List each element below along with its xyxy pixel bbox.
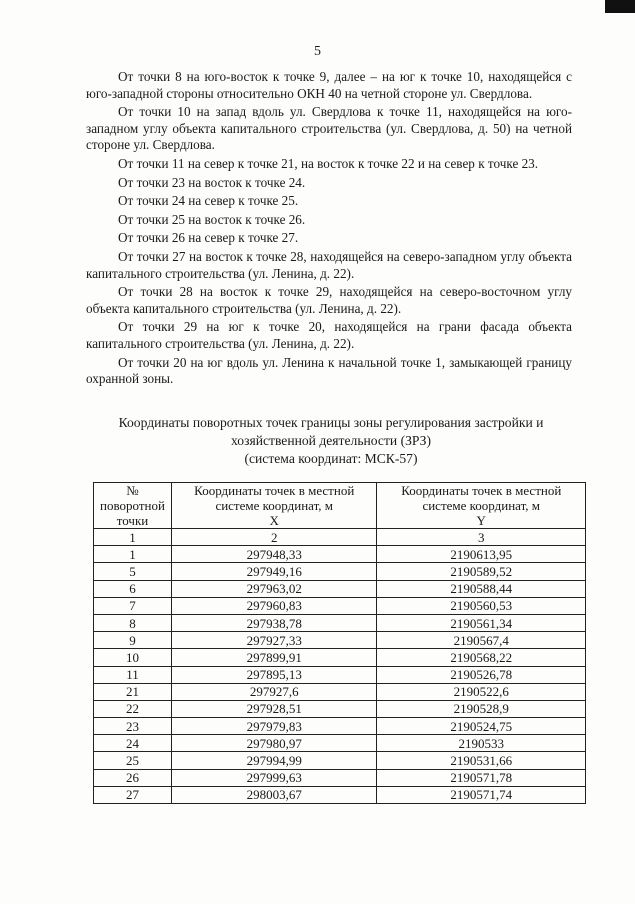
table-body <box>94 546 586 804</box>
paragraph: От точки 28 на восток к точке 29, находящейся на северо-восточном углу объекта капитального строительства (ул. Ленина, д. 22). <box>86 284 572 316</box>
numbering-cell: 1 <box>94 529 172 546</box>
point-number-cell: 21 <box>94 683 172 700</box>
x-coordinate-cell: 297963,02 <box>171 580 377 597</box>
x-coordinate-cell: 297927,33 <box>171 632 377 649</box>
table-header-row <box>94 483 586 529</box>
paragraph: От точки 20 на юг вдоль ул. Ленина к начальной точке 1, замыкающей границу охранной зоны. <box>86 354 572 387</box>
table-row <box>94 718 586 735</box>
numbering-cell: 2 <box>171 529 377 546</box>
point-number-cell: 1 <box>94 546 172 563</box>
body-text <box>86 69 572 390</box>
y-coordinate-cell: 2190568,22 <box>377 649 586 666</box>
numbering-cell: 3 <box>377 529 586 546</box>
table-row <box>94 546 586 563</box>
table-row <box>94 563 586 580</box>
x-coordinate-cell: 297895,13 <box>171 666 377 683</box>
table-row <box>94 614 586 631</box>
x-coordinate-cell: 297994,99 <box>171 752 377 769</box>
table-title-line: (система координат: МСК-57) <box>244 451 418 466</box>
table-title <box>96 414 566 468</box>
y-coordinate-cell: 2190588,44 <box>377 580 586 597</box>
point-number-cell: 9 <box>94 632 172 649</box>
x-coordinate-cell: 297927,6 <box>171 683 377 700</box>
point-number-cell: 7 <box>94 597 172 614</box>
point-number-cell: 8 <box>94 614 172 631</box>
point-number-cell: 23 <box>94 718 172 735</box>
paragraph: От точки 27 на восток к точке 28, находящейся на северо-западном углу объекта капитального строительства (ул. Ленина, д. 22). <box>86 248 572 281</box>
x-coordinate-cell: 298003,67 <box>171 786 377 803</box>
x-coordinate-cell: 297948,33 <box>171 546 377 563</box>
paragraph: От точки 10 на запад вдоль ул. Свердлова к точке 11, находящейся на юго-западном углу объекта капитального строительства (ул. Свердлова, д. 50) на четной стороне ул. Свердлова. <box>86 104 572 153</box>
table-numbering-row <box>94 529 586 546</box>
table-row <box>94 597 586 614</box>
x-coordinate-cell: 297960,83 <box>171 597 377 614</box>
paragraph: От точки 26 на север к точке 27. <box>118 230 299 246</box>
header-point-number: № поворотной точки <box>94 483 172 529</box>
y-coordinate-cell: 2190526,78 <box>377 666 586 683</box>
header-x-coordinate: Координаты точек в местной системе координат, м X <box>171 483 377 529</box>
point-number-cell: 22 <box>94 700 172 717</box>
paragraph: От точки 23 на восток к точке 24. <box>118 174 306 190</box>
y-coordinate-cell: 2190522,6 <box>377 683 586 700</box>
table-title-line: Координаты поворотных точек границы зоны регулирования застройки и <box>118 415 544 430</box>
x-coordinate-cell: 297928,51 <box>171 700 377 717</box>
point-number-cell: 10 <box>94 649 172 666</box>
point-number-cell: 24 <box>94 735 172 752</box>
table-row <box>94 649 586 666</box>
table-row <box>94 735 586 752</box>
y-coordinate-cell: 2190613,95 <box>377 546 586 563</box>
corner-scan-mark <box>605 0 635 13</box>
point-number-cell: 26 <box>94 769 172 786</box>
y-coordinate-cell: 2190589,52 <box>377 563 586 580</box>
paragraph: От точки 11 на север к точке 21, на восток к точке 22 и на север к точке 23. <box>118 155 539 171</box>
x-coordinate-cell: 297899,91 <box>171 649 377 666</box>
table-row <box>94 580 586 597</box>
y-coordinate-cell: 2190567,4 <box>377 632 586 649</box>
header-y-coordinate: Координаты точек в местной системе координат, м Y <box>377 483 586 529</box>
table-row <box>94 786 586 803</box>
table-row <box>94 700 586 717</box>
y-coordinate-cell: 2190561,34 <box>377 614 586 631</box>
x-coordinate-cell: 297999,63 <box>171 769 377 786</box>
y-coordinate-cell: 2190531,66 <box>377 752 586 769</box>
paragraph: От точки 8 на юго-восток к точке 9, далее – на юг к точке 10, находящейся с юго-западной стороны относительно ОКН 40 на четной стороне ул. Свердлова. <box>86 69 572 101</box>
x-coordinate-cell: 297980,97 <box>171 735 377 752</box>
point-number-cell: 25 <box>94 752 172 769</box>
point-number-cell: 6 <box>94 580 172 597</box>
y-coordinate-cell: 2190524,75 <box>377 718 586 735</box>
y-coordinate-cell: 2190571,74 <box>377 786 586 803</box>
page-number: 5 <box>314 44 321 59</box>
table-row <box>94 752 586 769</box>
table-title-line: хозяйственной деятельности (ЗРЗ) <box>231 433 431 448</box>
paragraph: От точки 29 на юг к точке 20, находящейся на грани фасада объекта капитального строительства (ул. Ленина, д. 22). <box>86 319 572 351</box>
paragraph: От точки 25 на восток к точке 26. <box>118 211 306 227</box>
x-coordinate-cell: 297938,78 <box>171 614 377 631</box>
point-number-cell: 27 <box>94 786 172 803</box>
table-row <box>94 632 586 649</box>
table-row <box>94 683 586 700</box>
table-row <box>94 769 586 786</box>
y-coordinate-cell: 2190533 <box>377 735 586 752</box>
point-number-cell: 11 <box>94 666 172 683</box>
coordinates-table <box>93 482 586 804</box>
y-coordinate-cell: 2190528,9 <box>377 700 586 717</box>
x-coordinate-cell: 297979,83 <box>171 718 377 735</box>
x-coordinate-cell: 297949,16 <box>171 563 377 580</box>
y-coordinate-cell: 2190560,53 <box>377 597 586 614</box>
point-number-cell: 5 <box>94 563 172 580</box>
paragraph: От точки 24 на север к точке 25. <box>118 193 299 209</box>
y-coordinate-cell: 2190571,78 <box>377 769 586 786</box>
table-row <box>94 666 586 683</box>
